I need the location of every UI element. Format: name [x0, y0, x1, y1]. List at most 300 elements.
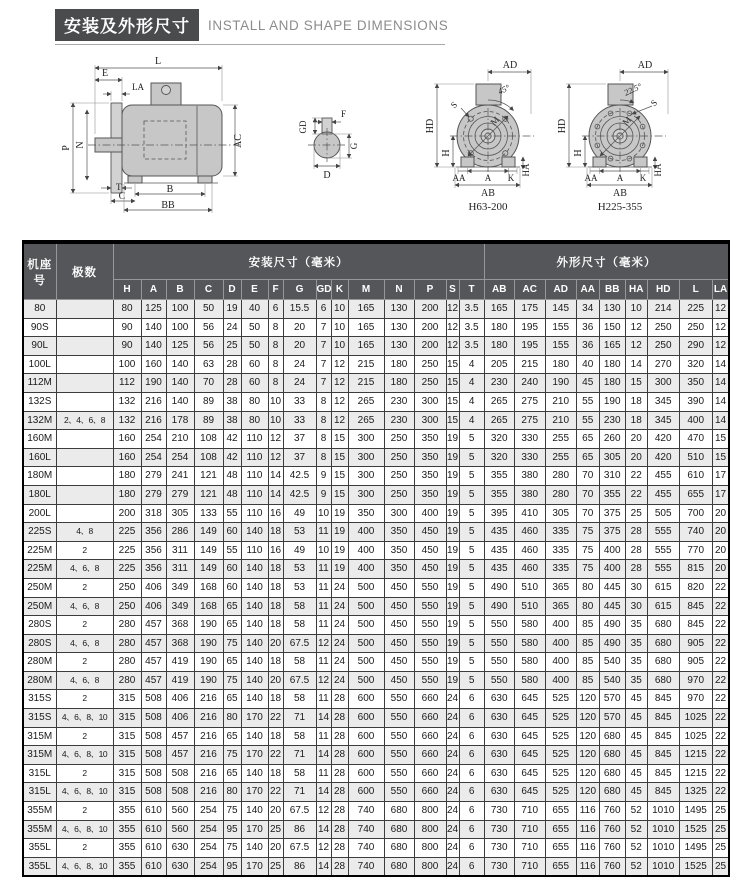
value-cell: 10 — [316, 504, 331, 523]
value-cell: 490 — [599, 616, 625, 635]
frame-cell: 225M — [23, 541, 56, 560]
value-cell: 660 — [414, 783, 446, 802]
value-cell: 330 — [514, 448, 545, 467]
value-cell: 760 — [599, 857, 625, 876]
value-cell: 250 — [647, 337, 679, 356]
value-cell: 210 — [166, 430, 194, 449]
value-cell: 540 — [599, 671, 625, 690]
value-cell: 445 — [599, 597, 625, 616]
value-cell: 180 — [384, 374, 414, 393]
value-cell: 905 — [679, 634, 712, 653]
value-cell: 710 — [514, 820, 545, 839]
value-cell: 8 — [268, 318, 283, 337]
value-cell: 14 — [268, 485, 283, 504]
value-cell: 215 — [348, 374, 384, 393]
value-cell: 75 — [223, 839, 241, 858]
value-cell: 14 — [316, 709, 331, 728]
value-cell: 22 — [712, 783, 729, 802]
value-cell: 28 — [331, 764, 348, 783]
dim-label-AB-2: AB — [613, 188, 627, 199]
value-cell: 254 — [194, 839, 223, 858]
value-cell: 710 — [514, 857, 545, 876]
value-cell: 335 — [545, 523, 576, 542]
value-cell: 356 — [141, 560, 166, 579]
value-cell: 75 — [223, 746, 241, 765]
value-cell: 25 — [223, 337, 241, 356]
poles-cell — [56, 318, 113, 337]
value-cell: 10 — [316, 541, 331, 560]
value-cell: 80 — [241, 392, 268, 411]
value-cell: 500 — [348, 671, 384, 690]
value-cell: 22 — [712, 578, 729, 597]
value-cell: 20 — [283, 337, 316, 356]
value-cell: 22 — [712, 690, 729, 709]
value-cell: 140 — [241, 597, 268, 616]
value-cell: 740 — [348, 839, 384, 858]
col-header-L: L — [679, 280, 712, 300]
frame-cell: 280M — [23, 653, 56, 672]
value-cell: 815 — [679, 560, 712, 579]
table-row — [23, 392, 729, 411]
value-cell: 1215 — [679, 764, 712, 783]
value-cell: 37 — [283, 430, 316, 449]
value-cell: 28 — [331, 839, 348, 858]
dim-label-P: P — [61, 145, 72, 151]
value-cell: 250 — [414, 355, 446, 374]
value-cell: 315 — [113, 727, 141, 746]
value-cell: 550 — [384, 783, 414, 802]
value-cell: 455 — [647, 467, 679, 486]
value-cell: 400 — [545, 671, 576, 690]
value-cell: 200 — [414, 300, 446, 319]
value-cell: 630 — [484, 746, 514, 765]
value-cell: 40 — [241, 300, 268, 319]
value-cell: 165 — [599, 337, 625, 356]
dim-label-A-1: A — [484, 173, 492, 183]
value-cell: 508 — [141, 746, 166, 765]
value-cell: 190 — [545, 374, 576, 393]
frame-cell: 315M — [23, 727, 56, 746]
col-header-P: P — [414, 280, 446, 300]
col-header-F: F — [268, 280, 283, 300]
poles-cell: 4、6、8 — [56, 634, 113, 653]
value-cell: 11 — [316, 560, 331, 579]
poles-cell: 4、6、8、10 — [56, 746, 113, 765]
value-cell: 254 — [194, 857, 223, 876]
value-cell: 20 — [712, 560, 729, 579]
value-cell: 180 — [484, 337, 514, 356]
value-cell: 320 — [484, 430, 514, 449]
value-cell: 38 — [223, 411, 241, 430]
value-cell: 280 — [113, 616, 141, 635]
value-cell: 86 — [283, 857, 316, 876]
value-cell: 6 — [459, 802, 484, 821]
value-cell: 24 — [331, 597, 348, 616]
value-cell: 345 — [647, 392, 679, 411]
dim-label-AA-1: AA — [452, 173, 466, 183]
value-cell: 254 — [141, 448, 166, 467]
dimension-table — [22, 240, 730, 877]
value-cell: 55 — [576, 392, 599, 411]
poles-cell: 2 — [56, 541, 113, 560]
frame-cell: 280M — [23, 671, 56, 690]
value-cell: 24 — [331, 653, 348, 672]
value-cell: 349 — [166, 597, 194, 616]
value-cell: 9 — [316, 467, 331, 486]
value-cell: 95 — [223, 820, 241, 839]
col-header-A: A — [141, 280, 166, 300]
angle-label-22-5: 22.5° — [622, 80, 644, 98]
value-cell: 195 — [514, 337, 545, 356]
value-cell: 19 — [331, 504, 348, 523]
value-cell: 216 — [141, 411, 166, 430]
value-cell: 300 — [348, 485, 384, 504]
value-cell: 24 — [446, 727, 459, 746]
value-cell: 130 — [384, 318, 414, 337]
value-cell: 420 — [647, 430, 679, 449]
value-cell: 214 — [647, 300, 679, 319]
value-cell: 710 — [514, 839, 545, 858]
value-cell: 645 — [514, 764, 545, 783]
value-cell: 400 — [348, 560, 384, 579]
table-row — [23, 541, 729, 560]
frame-cell: 250M — [23, 597, 56, 616]
value-cell: 5 — [459, 578, 484, 597]
value-cell: 525 — [545, 690, 576, 709]
value-cell: 510 — [514, 578, 545, 597]
value-cell: 5 — [459, 541, 484, 560]
value-cell: 19 — [446, 523, 459, 542]
value-cell: 560 — [166, 820, 194, 839]
value-cell: 435 — [484, 541, 514, 560]
value-cell: 550 — [484, 671, 514, 690]
value-cell: 25 — [712, 839, 729, 858]
value-cell: 14 — [316, 820, 331, 839]
value-cell: 570 — [599, 690, 625, 709]
value-cell: 110 — [241, 448, 268, 467]
col-header-AB: AB — [484, 280, 514, 300]
value-cell: 6 — [459, 690, 484, 709]
value-cell: 56 — [194, 337, 223, 356]
value-cell: 375 — [599, 523, 625, 542]
dim-label-L: L — [154, 56, 162, 67]
table-row — [23, 709, 729, 728]
col-header-E: E — [241, 280, 268, 300]
value-cell: 845 — [647, 727, 679, 746]
value-cell: 335 — [545, 560, 576, 579]
value-cell: 15 — [446, 374, 459, 393]
value-cell: 680 — [647, 671, 679, 690]
value-cell: 1010 — [647, 802, 679, 821]
value-cell: 116 — [576, 820, 599, 839]
value-cell: 210 — [545, 392, 576, 411]
value-cell: 18 — [268, 578, 283, 597]
value-cell: 36 — [576, 337, 599, 356]
value-cell: 130 — [599, 300, 625, 319]
dim-label-S-1: S — [448, 99, 460, 111]
value-cell: 170 — [241, 857, 268, 876]
value-cell: 265 — [484, 392, 514, 411]
value-cell: 155 — [545, 337, 576, 356]
table-row — [23, 597, 729, 616]
frame-cell: 355M — [23, 820, 56, 839]
value-cell: 49 — [283, 541, 316, 560]
value-cell: 19 — [446, 430, 459, 449]
frame-cell: 280S — [23, 634, 56, 653]
col-header-G: G — [283, 280, 316, 300]
value-cell: 180 — [599, 355, 625, 374]
value-cell: 275 — [514, 392, 545, 411]
value-cell: 525 — [545, 746, 576, 765]
value-cell: 110 — [241, 504, 268, 523]
value-cell: 52 — [625, 857, 647, 876]
value-cell: 67.5 — [283, 802, 316, 821]
value-cell: 500 — [348, 653, 384, 672]
value-cell: 65 — [223, 727, 241, 746]
value-cell: 457 — [141, 653, 166, 672]
value-cell: 52 — [625, 802, 647, 821]
value-cell: 75 — [576, 560, 599, 579]
value-cell: 116 — [576, 839, 599, 858]
value-cell: 225 — [113, 541, 141, 560]
value-cell: 5 — [459, 597, 484, 616]
value-cell: 14 — [712, 355, 729, 374]
value-cell: 12 — [331, 411, 348, 430]
angle-label-45: 45° — [496, 82, 512, 97]
poles-cell — [56, 430, 113, 449]
value-cell: 19 — [446, 597, 459, 616]
value-cell: 450 — [384, 671, 414, 690]
value-cell: 14 — [316, 857, 331, 876]
value-cell: 50 — [241, 318, 268, 337]
value-cell: 110 — [241, 541, 268, 560]
value-cell: 22 — [712, 653, 729, 672]
poles-cell: 2、4、6、8 — [56, 411, 113, 430]
value-cell: 500 — [348, 616, 384, 635]
value-cell: 22 — [268, 783, 283, 802]
value-cell: 250 — [414, 374, 446, 393]
value-cell: 140 — [241, 560, 268, 579]
value-cell: 116 — [576, 802, 599, 821]
dim-label-HD-2: HD — [557, 118, 568, 134]
value-cell: 250 — [647, 318, 679, 337]
value-cell: 400 — [545, 634, 576, 653]
value-cell: 200 — [414, 337, 446, 356]
value-cell: 200 — [414, 318, 446, 337]
frame-cell: 132M — [23, 411, 56, 430]
value-cell: 65 — [223, 616, 241, 635]
value-cell: 120 — [576, 783, 599, 802]
value-cell: 85 — [576, 653, 599, 672]
value-cell: 250 — [384, 467, 414, 486]
col-header-HD: HD — [647, 280, 679, 300]
dim-label-GD: GD — [298, 120, 308, 134]
poles-cell — [56, 337, 113, 356]
value-cell: 110 — [241, 430, 268, 449]
value-cell: 71 — [283, 783, 316, 802]
value-cell: 20 — [268, 634, 283, 653]
value-cell: 550 — [484, 653, 514, 672]
value-cell: 450 — [384, 578, 414, 597]
value-cell: 390 — [679, 392, 712, 411]
value-cell: 660 — [414, 746, 446, 765]
value-cell: 89 — [194, 411, 223, 430]
value-cell: 300 — [647, 374, 679, 393]
value-cell: 318 — [141, 504, 166, 523]
col-header-B: B — [166, 280, 194, 300]
value-cell: 265 — [348, 392, 384, 411]
value-cell: 20 — [625, 448, 647, 467]
frame-cell: 250M — [23, 578, 56, 597]
value-cell: 85 — [576, 671, 599, 690]
value-cell: 9 — [316, 485, 331, 504]
value-cell: 52 — [625, 839, 647, 858]
value-cell: 168 — [194, 597, 223, 616]
poles-cell — [56, 448, 113, 467]
poles-cell — [56, 392, 113, 411]
value-cell: 85 — [576, 616, 599, 635]
table-row — [23, 578, 729, 597]
value-cell: 680 — [384, 802, 414, 821]
value-cell: 12 — [446, 300, 459, 319]
value-cell: 240 — [514, 374, 545, 393]
value-cell: 12 — [331, 392, 348, 411]
value-cell: 1010 — [647, 857, 679, 876]
value-cell: 18 — [268, 764, 283, 783]
frame-cell: 180L — [23, 485, 56, 504]
value-cell: 140 — [141, 318, 166, 337]
value-cell: 508 — [166, 783, 194, 802]
value-cell: 15 — [712, 430, 729, 449]
table-row — [23, 690, 729, 709]
col-header-AC: AC — [514, 280, 545, 300]
value-cell: 24 — [283, 374, 316, 393]
frame-cell: 315S — [23, 709, 56, 728]
value-cell: 19 — [446, 485, 459, 504]
value-cell: 400 — [679, 411, 712, 430]
value-cell: 12 — [625, 337, 647, 356]
value-cell: 140 — [241, 671, 268, 690]
table-row — [23, 839, 729, 858]
col-header-AA: AA — [576, 280, 599, 300]
poles-cell: 2 — [56, 727, 113, 746]
value-cell: 570 — [599, 709, 625, 728]
value-cell: 22 — [712, 634, 729, 653]
value-cell: 140 — [241, 764, 268, 783]
value-cell: 1495 — [679, 802, 712, 821]
value-cell: 250 — [113, 597, 141, 616]
value-cell: 680 — [647, 616, 679, 635]
value-cell: 22 — [712, 746, 729, 765]
value-cell: 25 — [712, 820, 729, 839]
value-cell: 730 — [484, 802, 514, 821]
frame-cell: 90L — [23, 337, 56, 356]
value-cell: 55 — [223, 504, 241, 523]
value-cell: 37 — [283, 448, 316, 467]
dim-label-T: T — [116, 182, 122, 192]
value-cell: 140 — [241, 616, 268, 635]
value-cell: 20 — [268, 671, 283, 690]
value-cell: 5 — [459, 634, 484, 653]
value-cell: 24 — [446, 690, 459, 709]
value-cell: 680 — [599, 764, 625, 783]
dim-label-AD-2: AD — [637, 60, 653, 71]
value-cell: 760 — [599, 820, 625, 839]
value-cell: 112 — [113, 374, 141, 393]
value-cell: 35 — [625, 616, 647, 635]
table-row — [23, 857, 729, 876]
value-cell: 508 — [141, 727, 166, 746]
value-cell: 1495 — [679, 839, 712, 858]
col-header-AD: AD — [545, 280, 576, 300]
value-cell: 4 — [459, 392, 484, 411]
value-cell: 510 — [679, 448, 712, 467]
shaft-section-diagram — [298, 109, 359, 181]
value-cell: 8 — [268, 355, 283, 374]
value-cell: 645 — [514, 783, 545, 802]
value-cell: 300 — [384, 504, 414, 523]
value-cell: 645 — [514, 709, 545, 728]
value-cell: 90 — [113, 337, 141, 356]
value-cell: 25 — [268, 857, 283, 876]
value-cell: 5 — [459, 504, 484, 523]
value-cell: 740 — [679, 523, 712, 542]
value-cell: 165 — [348, 300, 384, 319]
value-cell: 149 — [194, 560, 223, 579]
frame-cell: 180M — [23, 467, 56, 486]
value-cell: 15 — [446, 411, 459, 430]
value-cell: 18 — [268, 560, 283, 579]
value-cell: 12 — [268, 430, 283, 449]
value-cell: 35 — [625, 671, 647, 690]
install-group-header: 安装尺寸（毫米） — [113, 242, 484, 280]
value-cell: 550 — [414, 597, 446, 616]
value-cell: 24 — [446, 820, 459, 839]
value-cell: 540 — [599, 653, 625, 672]
value-cell: 19 — [446, 504, 459, 523]
value-cell: 24 — [331, 671, 348, 690]
value-cell: 140 — [241, 634, 268, 653]
value-cell: 18 — [268, 690, 283, 709]
value-cell: 550 — [484, 634, 514, 653]
col-header-M: M — [348, 280, 384, 300]
table-row — [23, 448, 729, 467]
value-cell: 254 — [166, 448, 194, 467]
value-cell: 800 — [414, 857, 446, 876]
value-cell: 120 — [576, 690, 599, 709]
value-cell: 140 — [241, 523, 268, 542]
value-cell: 49 — [283, 504, 316, 523]
value-cell: 560 — [166, 802, 194, 821]
value-cell: 60 — [223, 523, 241, 542]
value-cell: 455 — [647, 485, 679, 504]
value-cell: 30 — [625, 597, 647, 616]
value-cell: 600 — [348, 764, 384, 783]
value-cell: 419 — [166, 671, 194, 690]
value-cell: 315 — [113, 783, 141, 802]
poles-cell: 2 — [56, 653, 113, 672]
value-cell: 630 — [166, 857, 194, 876]
value-cell: 28 — [331, 727, 348, 746]
value-cell: 70 — [576, 504, 599, 523]
dim-label-B: B — [166, 184, 174, 195]
value-cell: 165 — [348, 318, 384, 337]
value-cell: 450 — [414, 560, 446, 579]
value-cell: 22 — [712, 671, 729, 690]
value-cell: 508 — [141, 709, 166, 728]
value-cell: 19 — [446, 448, 459, 467]
value-cell: 250 — [679, 318, 712, 337]
